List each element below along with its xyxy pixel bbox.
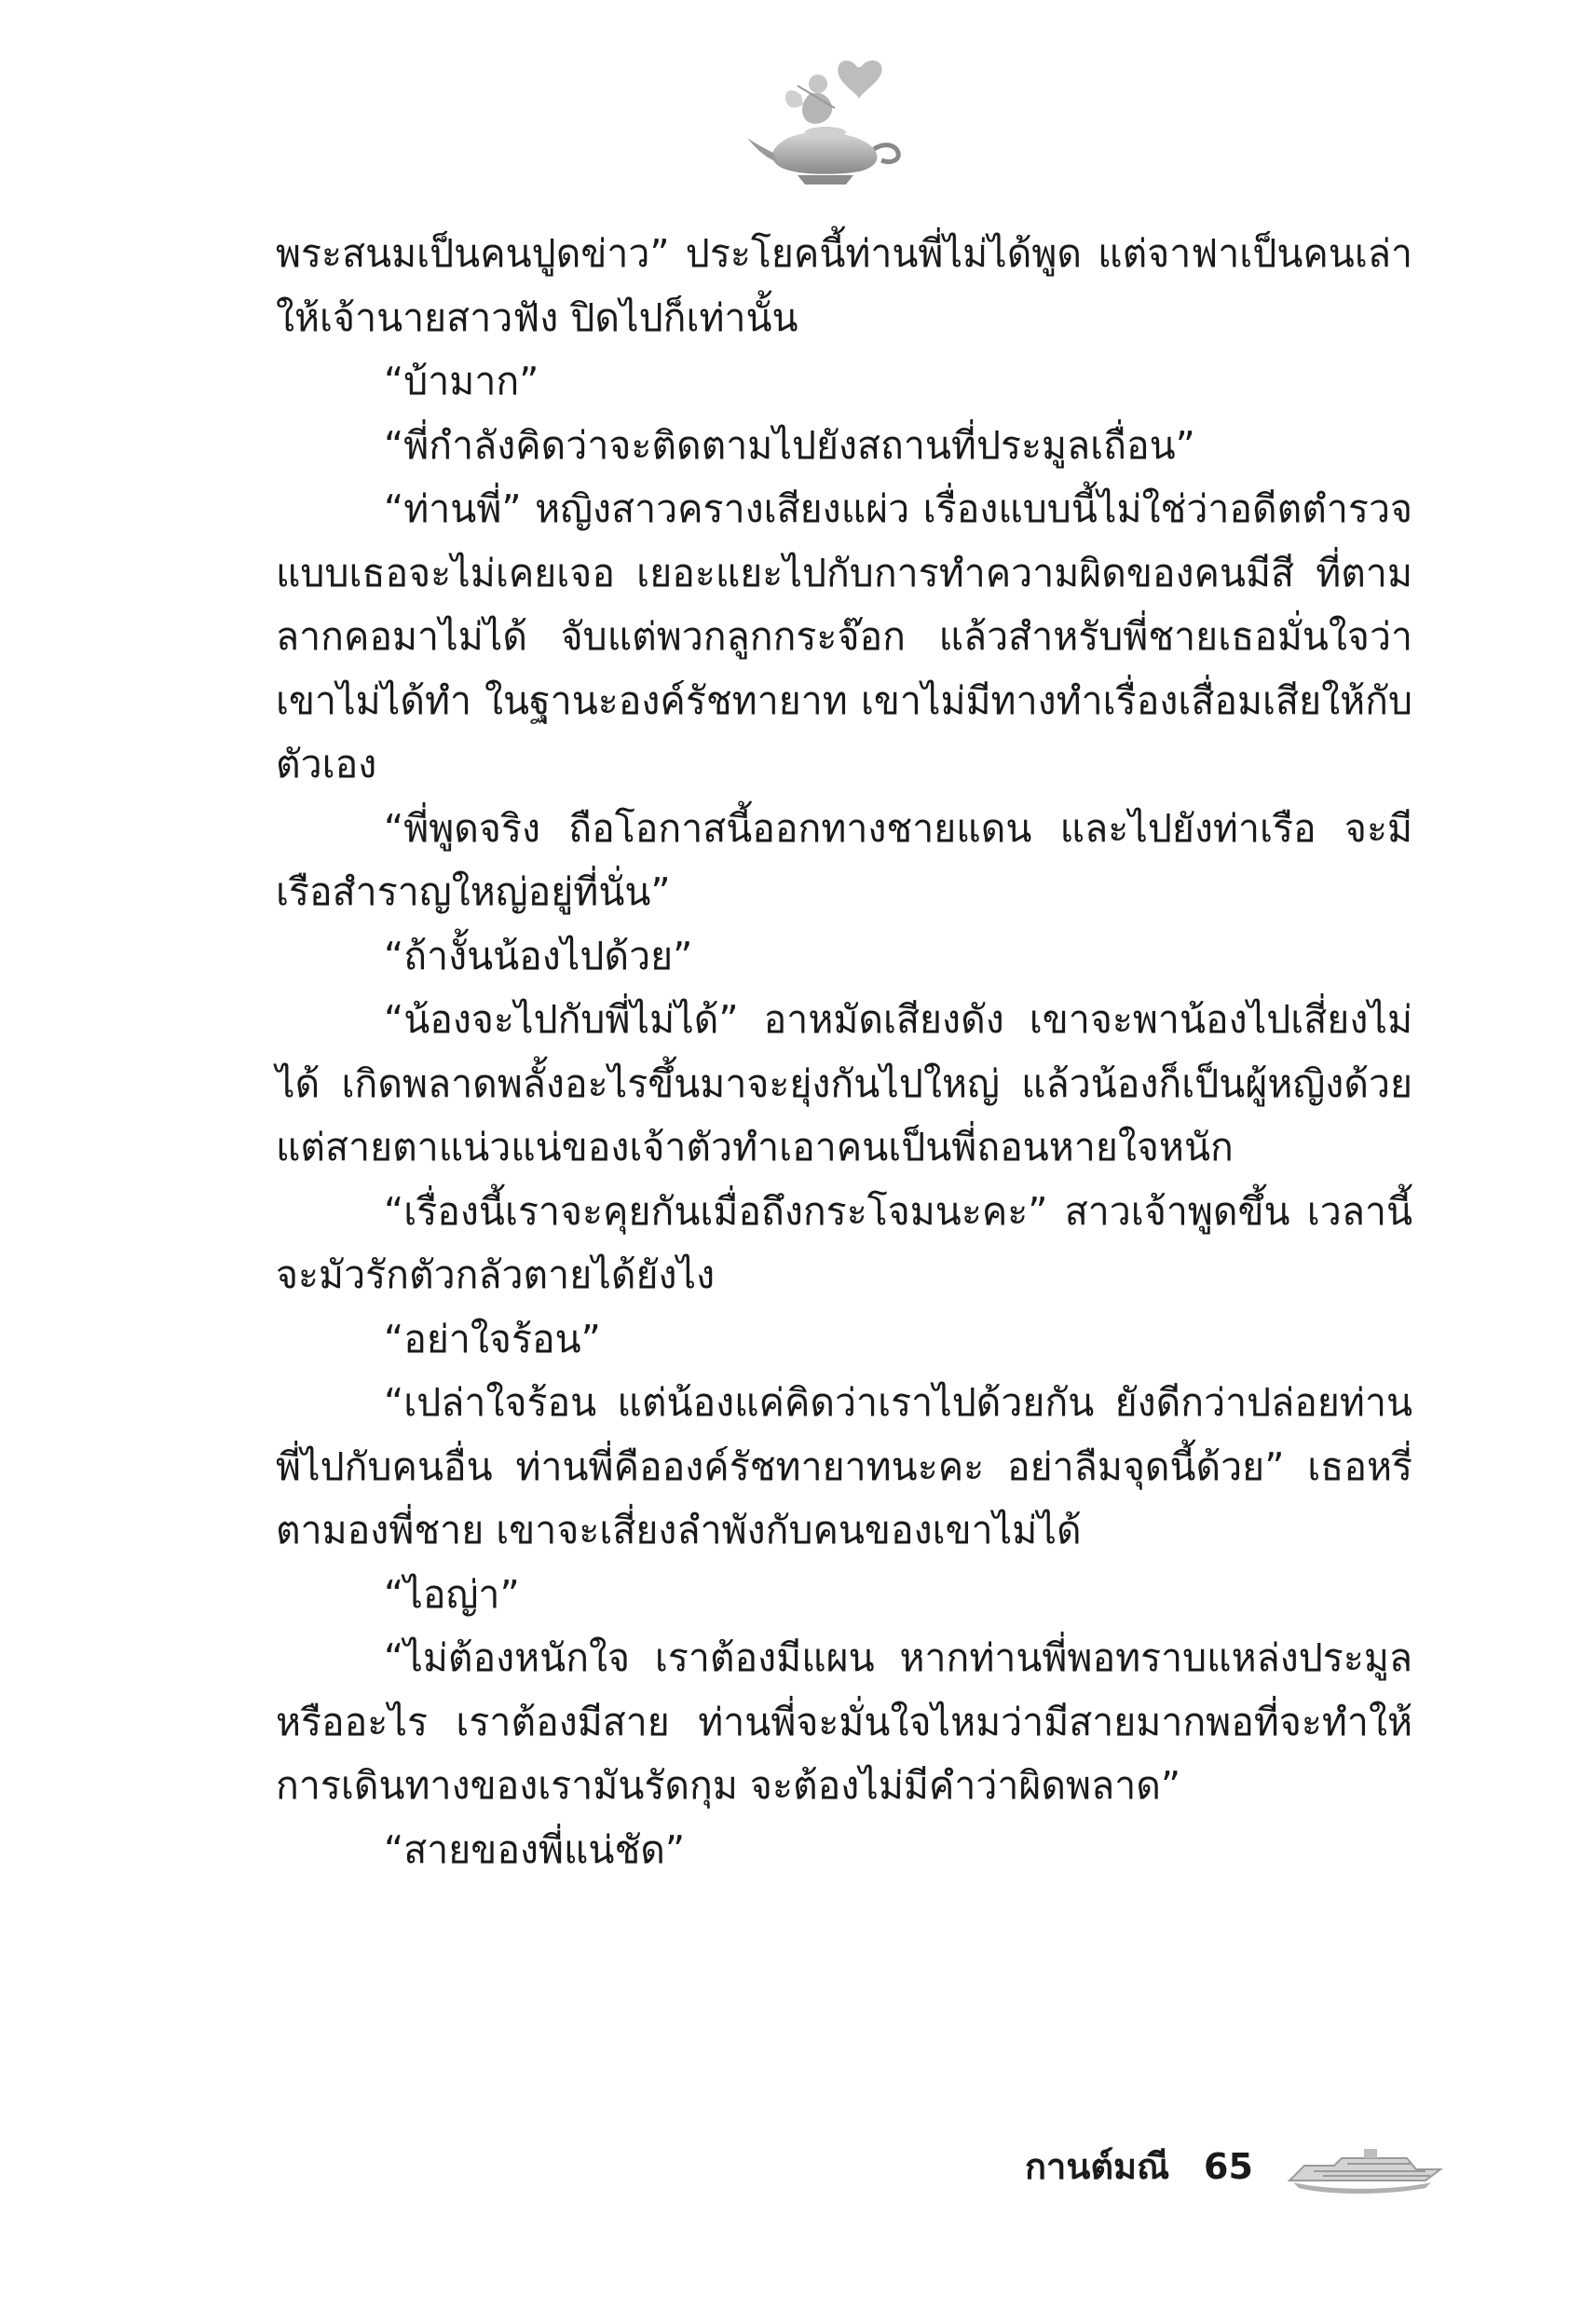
page-body xyxy=(276,222,1412,1881)
paragraph: “เปล่าใจร้อน แต่น้องแค่คิดว่าเราไปด้วยกัน ยังดีกว่าปล่อยท่านพี่ไปกับคนอื่น ท่านพี่คือองค์รัชทายาทนะคะ อย่าลืมจุดนี้ด้วย” เธอหรี่ตามองพี่ชาย เขาจะเสี่ยงลำพังกับคนของเขาไม่ได้ xyxy=(276,1380,1412,1552)
cruise-ship-icon xyxy=(1286,2141,1444,2197)
paragraph: “สายของพี่แน่ชัด” xyxy=(384,1826,686,1872)
paragraph: “ไอญ่า” xyxy=(384,1571,520,1617)
paragraph: “พี่กำลังคิดว่าจะติดตามไปยังสถานที่ประมูลเถื่อน” xyxy=(384,422,1195,468)
paragraph: “น้องจะไปกับพี่ไม่ได้” อาหมัดเสียงดัง เขาจะพาน้องไปเสี่ยงไม่ได้ เกิดพลาดพลั้งอะไรขึ้นมาจะยุ่งกันไปใหญ่ แล้วน้องก็เป็นผู้หญิงด้วยแต่สายตาแน่วแน่ของเจ้าตัวทำเอาคนเป็นพี่ถอนหายใจหนัก xyxy=(276,997,1412,1169)
page-number: 65 xyxy=(1204,2146,1253,2187)
paragraph: “ท่านพี่” หญิงสาวครางเสียงแผ่ว เรื่องแบบนี้ไม่ใช่ว่าอดีตตำรวจแบบเธอจะไม่เคยเจอ เยอะแยะไปกับการทำความผิดของคนมีสี ที่ตามลากคอมาไม่ได้ จับแต่พวกลูกกระจ๊อก แล้วสำหรับพี่ชายเธอมั่นใจว่าเขาไม่ได้ทำ ในฐานะองค์รัชทายาท เขาไม่มีทางทำเรื่องเสื่อมเสียให้กับตัวเอง xyxy=(276,486,1412,786)
paragraph: “บ้ามาก” xyxy=(384,359,539,403)
paragraph: พระสนมเป็นคนปูดข่าว” ประโยคนี้ท่านพี่ไม่ได้พูด แต่จาฟาเป็นคนเล่าให้เจ้านายสาวฟัง ปิดไปก็เท่านั้น xyxy=(276,231,1412,340)
paragraph: “พี่พูดจริง ถือโอกาสนี้ออกทางชายแดน และไปยังท่าเรือ จะมีเรือสำราญใหญ่อยู่ที่นั่น” xyxy=(276,805,1412,914)
paragraph: “ถ้างั้นน้องไปด้วย” xyxy=(384,933,693,978)
paragraph: “อย่าใจร้อน” xyxy=(384,1316,601,1361)
cupid-teapot-ornament-icon xyxy=(745,48,913,188)
paragraph: “เรื่องนี้เราจะคุยกันเมื่อถึงกระโจมนะคะ” สาวเจ้าพูดขึ้น เวลานี้จะมัวรักตัวกลัวตายได้ยังไง xyxy=(276,1188,1412,1297)
paragraph: “ไม่ต้องหนักใจ เราต้องมีแผน หากท่านพี่พอทราบแหล่งประมูลหรืออะไร เราต้องมีสาย ท่านพี่จะมั่นใจไหมว่ามีสายมากพอที่จะทำให้การเดินทางของเรามันรัดกุม จะต้องไม่มีคำว่าผิดพลาด” xyxy=(276,1635,1412,1808)
page-footer xyxy=(1025,2134,1509,2208)
book-title: กานต์มณี xyxy=(1025,2146,1170,2187)
